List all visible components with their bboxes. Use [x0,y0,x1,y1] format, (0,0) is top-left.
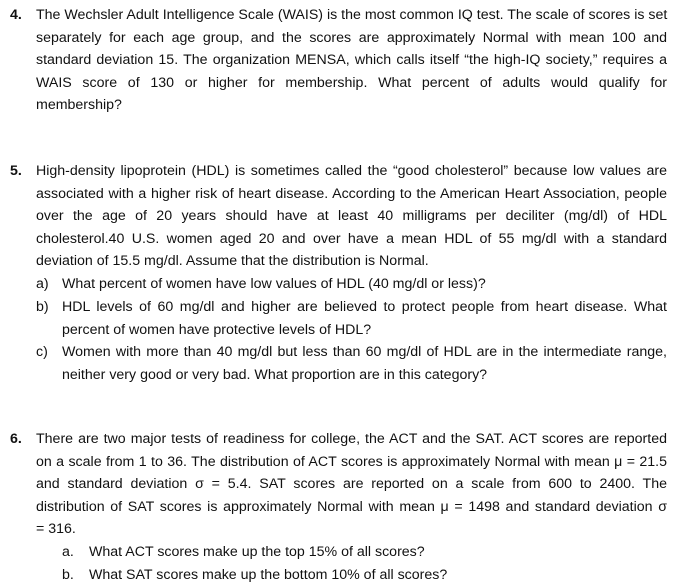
part-text [62,273,667,296]
part-text [62,296,667,341]
text-line: High-density lipoprotein (HDL) is sometimes called the “good cholesterol” because low values are [36,163,667,179]
problem-number: 5. [10,163,22,179]
text-line: What percent of women have low values of HDL (40 mg/dl or less)? [62,276,486,292]
part-label: c) [36,344,48,360]
text-line: There are two major tests of readiness for college, the ACT and the SAT. ACT scores are reported [36,431,667,447]
text-line: over the age of 20 years should have at least 40 milligrams per deciliter (mg/dl) of HDL [36,208,667,225]
text-line: Women with more than 40 mg/dl but less than 60 mg/dl of HDL are in the intermediate range, [62,344,667,360]
text-line: associated with a higher risk of heart disease. According to the American Heart Association, people [36,185,667,202]
part-label: a) [36,276,49,292]
text-line: HDL levels of 60 mg/dl and higher are believed to protect people from heart disease. What [62,299,667,315]
problem-number: 6. [10,431,22,447]
text-line: neither very good or very bad. What proportion are in this category? [62,366,488,383]
text-line: deviation of 15.5 mg/dl. Assume that the distribution is Normal. [36,253,429,270]
part-label: a. [62,544,74,560]
text-line: separately for each age group, and the scores are approximately Normal with mean 100 and [36,29,667,46]
problem-text [36,4,667,117]
problem-text [36,160,667,273]
text-line: distribution of SAT scores is approximately Normal with mean μ = 1498 and standard deviation σ [36,498,667,515]
text-line: cholesterol.40 U.S. women aged 20 and over have a mean HDL of 55 mg/dl with a standard [36,230,667,247]
text-line: WAIS score of 130 or higher for membership. What percent of adults would qualify for [36,74,667,91]
text-line: The Wechsler Adult Intelligence Scale (WAIS) is the most common IQ test. The scale of scores is set [36,7,668,23]
text-line: percent of women have protective levels of HDL? [62,321,372,338]
part-label: b. [62,567,74,583]
part-text [62,341,667,386]
problem-number: 4. [10,7,22,23]
part-text: What SAT scores make up the bottom 10% of all scores? [89,567,448,583]
problem-text [36,428,667,541]
text-line: = 316. [36,521,76,538]
text-line: and standard deviation σ = 5.4. SAT scores are reported on a scale from 600 to 2400. The [36,476,667,493]
text-line: on a scale from 1 to 36. The distribution of ACT scores is approximately Normal with mean μ = 21.5 [36,453,667,470]
text-line: standard deviation 15. The organization MENSA, which calls itself “the high-IQ society,” requires a [36,52,667,69]
part-label: b) [36,299,49,315]
part-text: What ACT scores make up the top 15% of all scores? [89,544,425,560]
text-line: membership? [36,97,122,114]
